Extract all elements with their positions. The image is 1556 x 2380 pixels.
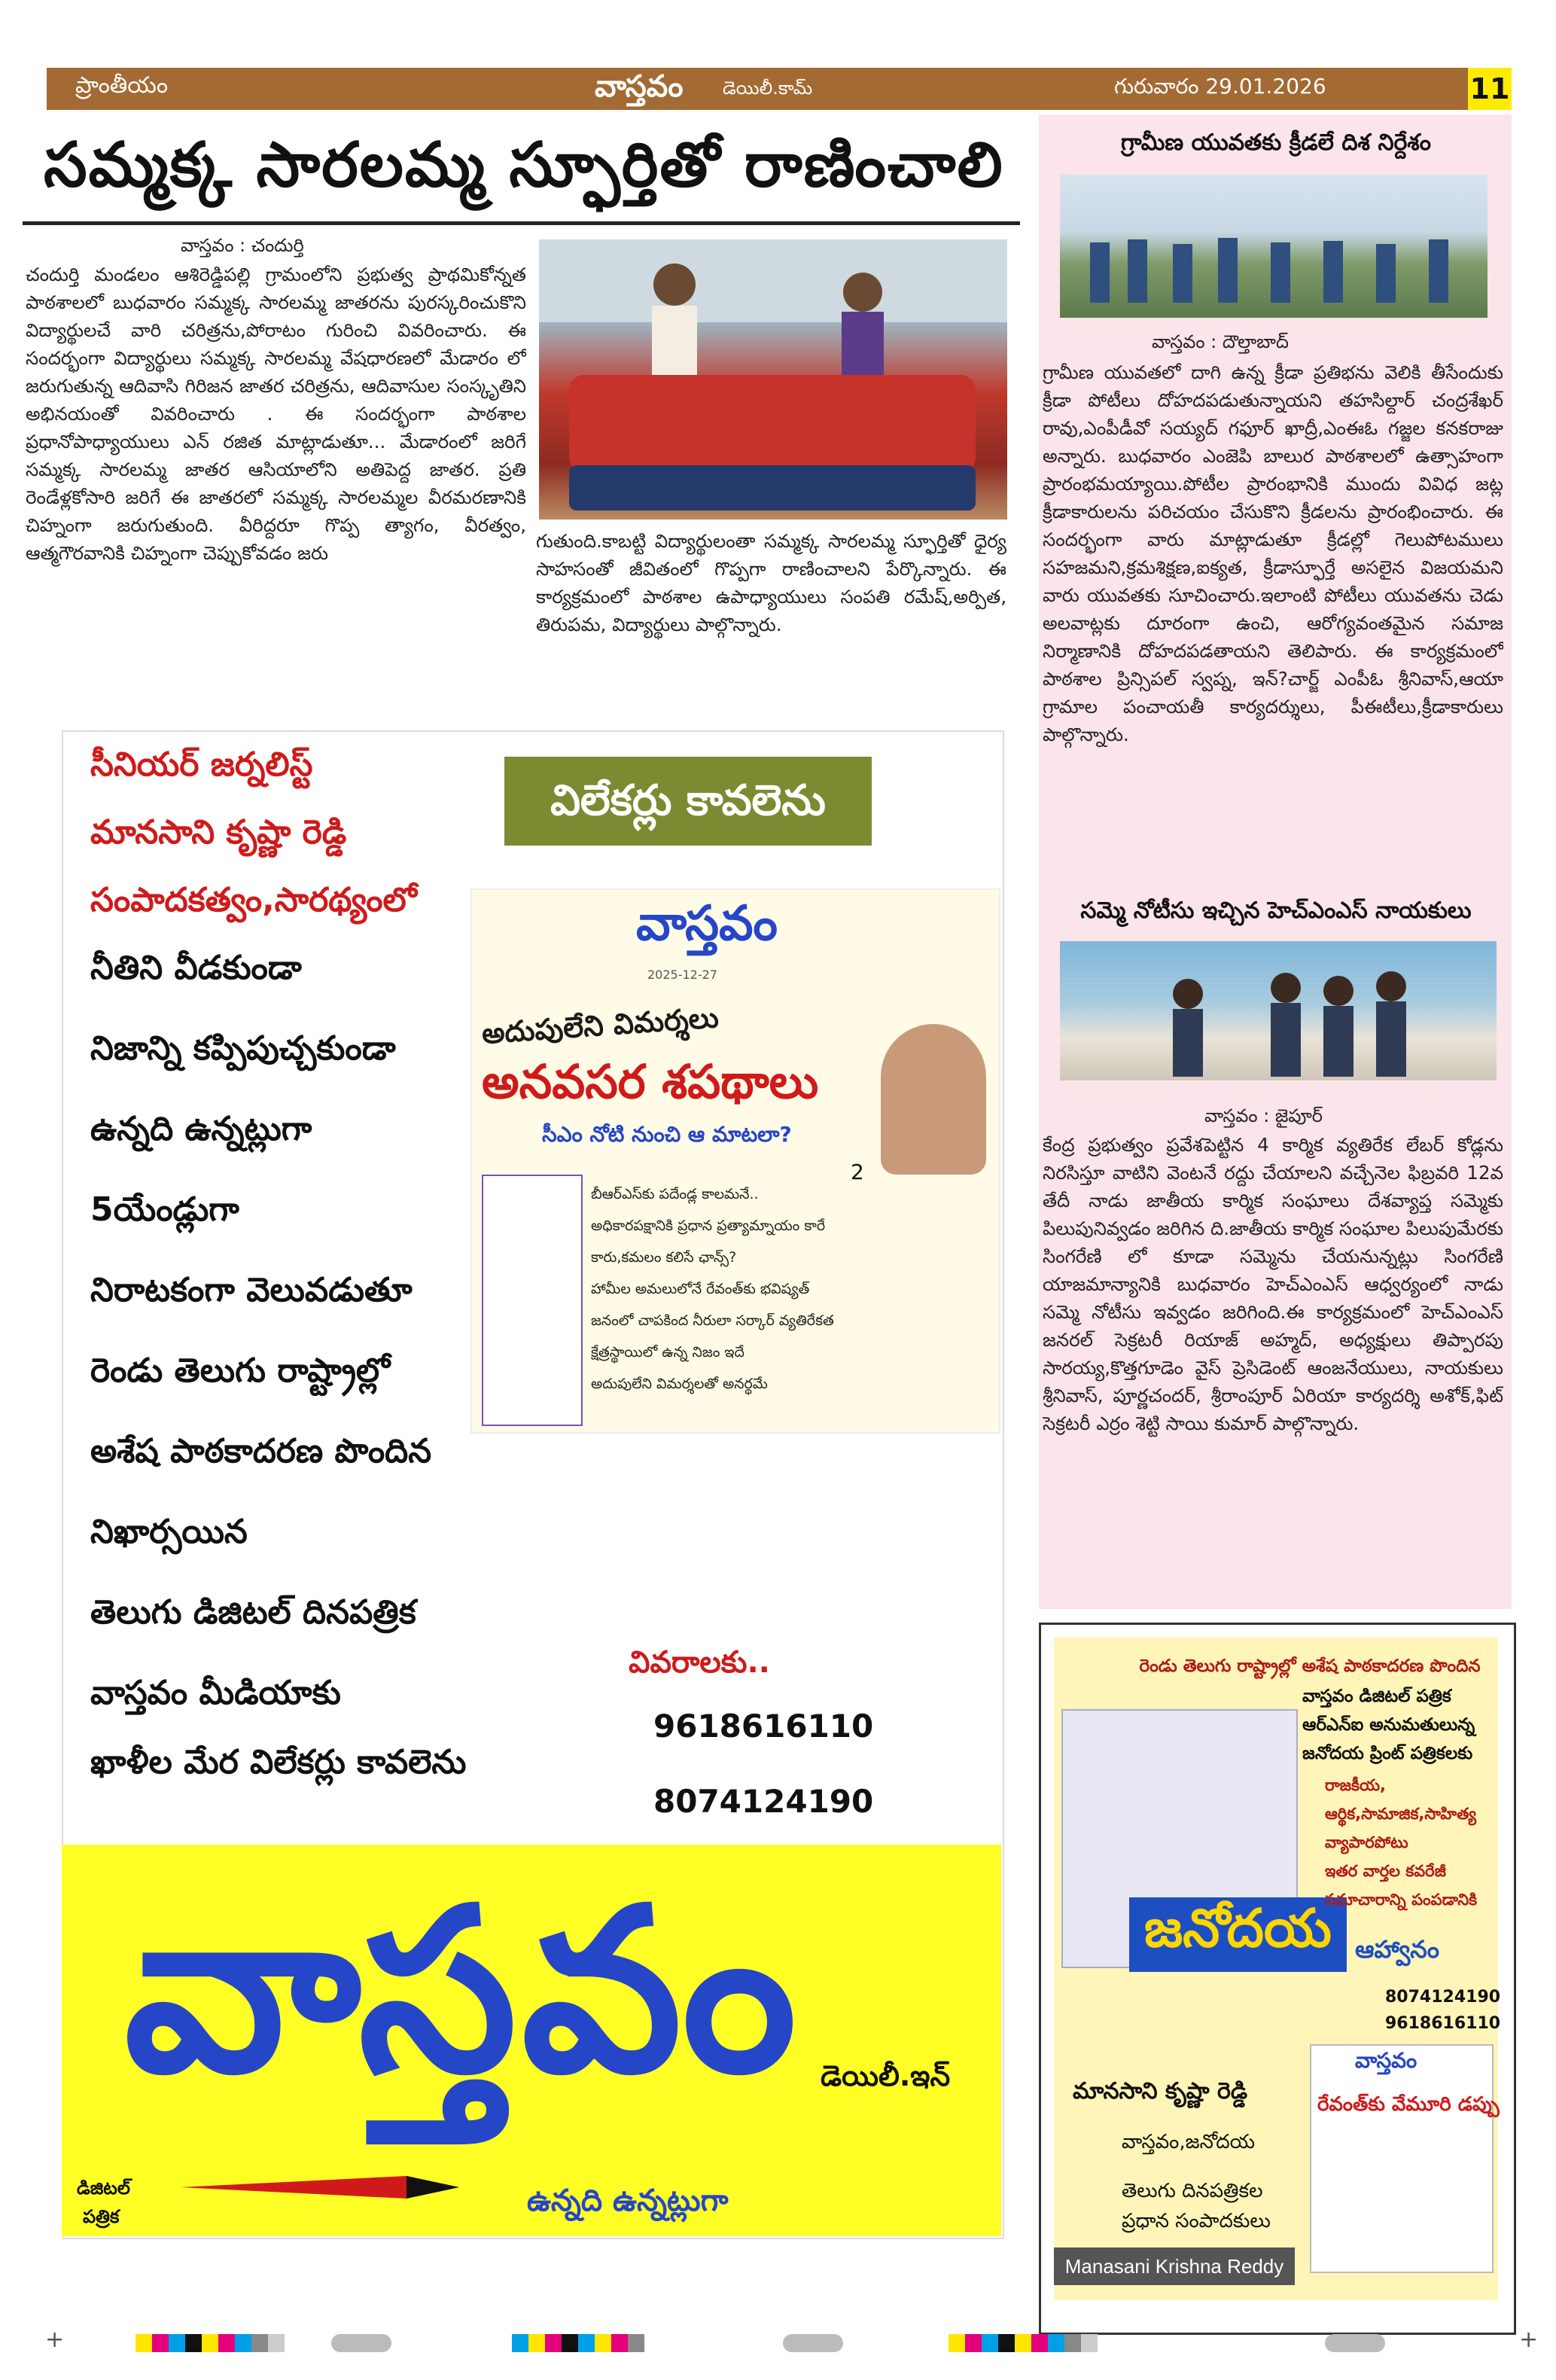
inner-brand: వాస్తవం xyxy=(636,896,778,952)
mini-newspaper-clip xyxy=(1310,2044,1494,2273)
inner-marker: 2 xyxy=(851,1160,864,1184)
editor-papers: వాస్తవం,జనోదయ xyxy=(1122,2131,1256,2153)
small-ad-line-3: ఆర్ఎన్ఐ అనుమతులున్న xyxy=(1302,1715,1475,1735)
sports-byline: వాస్తవం : దౌల్తాబాద్ xyxy=(1152,331,1289,352)
brand-tagline: ఉన్నది ఉన్నట్లుగా xyxy=(527,2183,729,2218)
main-story-text-left: చందుర్తి మండలం ఆశిరెడ్డిపల్లి గ్రామంలోని ప్రభుత్వ ప్రాథమికోన్నత పాఠశాలలో బుధవారం సమ్మక్క సారలమ్మ జాతరను పురస్కరించుకొని విద్యార్థులచే వారి చరిత్రను,పోరాటం గురించి వివరించారు. ఈ సందర్భంగా విద్యార్థులు సమ్మక్క సారలమ్మ వేషధారణలో మేడారం లో జరుగుతున్న ఆదివాసి గిరిజన జాతర చరిత్రను, ఆదివాసుల సంస్కృతిని అభినయంతో వివరించారు . ఈ సందర్భంగా పాఠశాల ప్రధానోపాధ్యాయులు ఎన్ రజిత మాట్లాడుతూ... మేడారంలో జరిగే సమ్మక్క సారలమ్మ జాతర ఆసియాలోని అతిపెద్ద జాతర. ప్రతి రెండేళ్లకోసారి జరిగే ఈ జాతరలో సమ్మక్క సారలమ్మల వీరమరణానికి చిహ్నంగా జరుగుతుంది. వీరిద్దరూ గొప్ప త్యాగం, వీరత్వం, ఆత్మగౌరవానికి చిహ్నంగా చెప్పుకోవడం జరు xyxy=(26,264,526,564)
ad-red-lines xyxy=(90,745,417,949)
ad-line: రెండు తెలుగు రాష్ట్రాల్లో xyxy=(90,1352,391,1390)
mini-brand: వాస్తవం xyxy=(1355,2048,1417,2073)
ad-line: అశేష పాఠకాదరణ పొందిన xyxy=(90,1432,432,1470)
inner-date: 2025-12-27 xyxy=(647,968,717,982)
sports-event-photo xyxy=(1060,175,1487,318)
small-ad-line-2: వాస్తవం డిజిటల్ పత్రిక xyxy=(1302,1687,1451,1706)
photo-crowd xyxy=(1060,175,1487,318)
mini-heading: రేవంత్‌కు వేమూరి డప్పు xyxy=(1317,2093,1500,2116)
strike-notice-photo xyxy=(1060,941,1497,1080)
color-bar-center xyxy=(512,2334,644,2352)
ad-line: నిరాటకంగా వెలువడుతూ xyxy=(90,1271,413,1309)
ad-line: మానసాని కృష్ణా రెడ్డి xyxy=(90,813,347,852)
school-children-photo xyxy=(539,239,1007,520)
editor-role-2: ప్రధాన సంపాదకులు xyxy=(1122,2210,1271,2232)
ad-line: 5యేండ్లుగా xyxy=(90,1190,239,1229)
crop-mark-right: + xyxy=(1519,2327,1539,2353)
strike-story-text: కేంద్ర ప్రభుత్వం ప్రవేశపెట్టిన 4 కార్మిక వ్యతిరేక లేబర్ కోడ్లను నిరసిస్తూ వాటిని వెంటనే రద్దు చేయాలని వచ్చేనెల ఫిబ్రవరి 12వ తేదీ నాడు జాతీయ కార్మిక సంఘాలు దేశవ్యాప్త సమ్మెకు పిలుపునివ్వడం జరిగిన ది.జాతీయ కార్మిక సంఘాల పిలుపుమేరకు సింగరేణి లో కూడా సమ్మెను చేయనున్నట్లు సింగరేణి యాజమాన్యానికి బుధవారం హెచ్ఎంఎస్ ఆధ్వర్యంలో నాడు సమ్మె నోటీసు ఇవ్వడం జరిగింది.ఈ కార్యక్రమంలో హెచ్ఎంఎస్ జనరల్ సెక్రటరీ రియాజ్ అహ్మద్, అధ్యక్షులు తిప్పారపు సారయ్య,కొత్తగూడెం వైస్ ప్రెసిడెంట్ ఆంజనేయులు, నాయకులు శ్రీనివాస్, పూర్ణచందర్, శ్రీరాంపూర్ ఏరియా కార్యదర్శి అశోక్,ఫిట్ సెక్రటరీ ఎర్రం శెట్టి సాయి కుమార్ పాల్గొన్నారు. xyxy=(1043,1134,1503,1434)
politician-portrait xyxy=(881,1024,986,1175)
ad-line: ఖాళీల మేర విలేకర్లు కావలెను xyxy=(90,1743,467,1781)
inner-bullet: క్షేత్రస్థాయిలో ఉన్న నిజం ఇదే xyxy=(591,1344,745,1361)
brand-suffix: డెయిలీ.ఇన్ xyxy=(821,2059,951,2092)
inner-bullet: జనంలో చాపకింద నీరులా సర్కార్ వ్యతిరేకత xyxy=(591,1312,834,1329)
inner-bullet: కారు,కమలం కలిసే ఛాన్స్? xyxy=(591,1249,737,1266)
ad-line: ఉన్నది ఉన్నట్లుగా xyxy=(90,1110,312,1148)
janodaya-logo: జనోదయ xyxy=(1129,1897,1347,1972)
inner-bullet: అధికారపక్షానికి ప్రధాన ప్రత్యామ్నాయం కారే xyxy=(591,1217,826,1234)
page-number: 11 xyxy=(1468,68,1512,110)
reg-oval-1 xyxy=(331,2334,391,2352)
photo-silhouettes xyxy=(539,239,1007,520)
ad-line: వాస్తవం మీడియాకు xyxy=(90,1674,341,1712)
inner-side-box xyxy=(482,1175,583,1426)
color-bar-right xyxy=(949,2334,1098,2352)
inner-bullet: హామీల అమలులోనే రేవంత్‌కు భవిష్యత్ xyxy=(591,1281,810,1297)
digital-label-1: డిజిటల్ xyxy=(77,2177,130,2199)
ad-line: నీతిని వీడకుండా xyxy=(90,949,302,987)
reg-oval-3 xyxy=(1325,2334,1385,2352)
color-bar-left xyxy=(136,2334,285,2352)
big-brand-logo: వాస్తవం xyxy=(124,1860,802,2122)
editor-name: మానసాని కృష్ణా రెడ్డి xyxy=(1073,2078,1248,2104)
category-item: ఆర్థిక,సామాజిక,సాహిత్య xyxy=(1325,1805,1476,1823)
section-label: ప్రాంతీయం xyxy=(75,72,169,99)
reg-oval-2 xyxy=(783,2334,843,2352)
ad-line: సంపాదకత్వం,సారథ్యంలో xyxy=(90,881,417,919)
small-ad-phone-1: 8074124190 xyxy=(1385,1988,1501,2007)
pen-nib-icon xyxy=(181,2153,467,2221)
inner-bullet: బీఆర్ఎస్‌కు పదేండ్ల కాలమనే.. xyxy=(591,1186,759,1202)
reporters-wanted-box: విలేకర్లు కావలెను xyxy=(504,757,872,846)
small-ad-line-1: రెండు తెలుగు రాష్ట్రాల్లో అశేష పాఠకాదరణ పొందిన xyxy=(1139,1656,1481,1676)
masthead-brand: వాస్తవం xyxy=(595,69,684,104)
strike-story-title: సమ్మె నోటీసు ఇచ్చిన హెచ్ఎంఎస్ నాయకులు xyxy=(1080,897,1472,924)
name-plate: Manasani Krishna Reddy xyxy=(1054,2247,1295,2285)
inner-heading-3: సీఎం నోటి నుంచి ఆ మాటలా? xyxy=(542,1122,792,1147)
small-ad-categories xyxy=(1325,1771,1477,1914)
main-byline: వాస్తవం : చందుర్తి xyxy=(181,235,304,256)
small-ad-phone-2: 9618616110 xyxy=(1385,2014,1501,2033)
contact-phone-1: 9618616110 xyxy=(653,1708,874,1745)
issue-date: గురువారం 29.01.2026 xyxy=(1114,74,1326,99)
inner-heading-1: అదుపులేని విమర్శలు xyxy=(480,1001,720,1050)
sports-story-title: గ్రామీణ యువతకు క్రీడలే దిశ నిర్దేశం xyxy=(1120,130,1432,156)
ad-line: నిఖార్సయిన xyxy=(90,1513,248,1551)
editor-role-1: తెలుగు దినపత్రికల xyxy=(1122,2180,1263,2202)
sports-story-text: గ్రామీణ యువతలో దాగి ఉన్న క్రీడా ప్రతిభను వెలికి తీసేందుకు క్రీడా పోటీలు దోహదపడుతున్నాయని తహసిల్దార్ చంద్రశేఖర్ రావు,ఎంపీడీవో సయ్యద్ గఫూర్ ఖాద్రీ,ఎంఈఓ గజ్జల కనకరాజు అన్నారు. బుధవారం ఎంజెపి బాలుర పాఠశాలలో ఉత్సాహంగా ప్రారంభమయ్యాయి.పోటీల ప్రారంభానికి ముందు వివిధ జట్ల క్రీడాకారులను పరిచయం చేసుకొని క్రీడలను ప్రారంభించారు. ఈ సందర్భంగా వారు మాట్లాడుతూ క్రీడల్లో గెలుపోటములు సహజమని,క్రమశిక్షణ,ఐక్యత, క్రీడాస్ఫూర్తే అసలైన విజయమని వారు యువతకు సూచించారు.ఇలాంటి పోటీలు యువతను చెడు అలవాట్లకు దూరంగా ఉంచి, ఆరోగ్యవంతమైన సమాజ నిర్మాణానికి దోహదపడతాయని తెలిపారు. ఈ కార్యక్రమంలో పాఠశాల ప్రిన్సిపల్ స్వప్న, ఇన్?చార్జ్ ఎంపీఓ శ్రీనివాస్,ఆయా గ్రామాల పంచాయతీ కార్యదర్శులు, పీఈటీలు,క్రీడాకారులు పాల్గొన్నారు. xyxy=(1043,361,1503,745)
small-ad-line-4: జనోదయ ప్రింట్ పత్రికలకు xyxy=(1302,1744,1473,1763)
main-story-text-right: గుతుంది.కాబట్టి విద్యార్థులంతా సమ్మక్క సారలమ్మ స్ఫూర్తితో ధైర్య సాహసంతో జీవితంలో గొప్పగా రాణించాలని పేర్కొన్నారు. ఈ కార్యక్రమంలో పాఠశాల ఉపాధ్యాయులు సంపతి రమేష్,అర్పిత, తిరుపమ, విద్యార్థులు పాల్గొన్నారు. xyxy=(536,530,1006,635)
crop-mark-left: + xyxy=(45,2327,65,2353)
digital-label-2: పత్రిక xyxy=(83,2206,120,2227)
ad-line: నిజాన్ని కప్పిపుచ్చకుండా xyxy=(90,1029,396,1068)
ad-black-lines xyxy=(90,949,467,1812)
category-item: ఇతర వార్తల కవరేజీ xyxy=(1325,1862,1446,1880)
category-item: రాజకీయ, xyxy=(1325,1776,1386,1794)
category-item: సమాచారాన్ని పంపడానికి xyxy=(1325,1891,1478,1909)
masthead-domain: డెయిలీ.కామ్ xyxy=(723,78,813,99)
ad-line: సీనియర్ జర్నలిస్ట్ xyxy=(90,745,313,784)
invite-label: ఆహ్వానం xyxy=(1355,1935,1439,1964)
inner-bullet: అదుపులేని విమర్శలతో అనర్థమే xyxy=(591,1376,768,1392)
contact-phone-2: 8074124190 xyxy=(653,1783,874,1820)
category-item: వ్యాపారపోటు xyxy=(1325,1833,1408,1851)
main-headline: సమ్మక్క సారలమ్మ స్ఫూర్తితో రాణించాలి xyxy=(44,130,1004,201)
ad-line: తెలుగు డిజిటల్ దినపత్రిక xyxy=(90,1593,416,1632)
inner-heading-2: అనవసర శపథాలు xyxy=(482,1054,819,1109)
strike-byline: వాస్తవం : జైపూర్ xyxy=(1204,1105,1323,1126)
inner-bullet-list xyxy=(591,1178,834,1400)
headline-rule xyxy=(23,221,1020,225)
contact-label: వివరాలకు.. xyxy=(629,1645,770,1680)
photo-group xyxy=(1060,941,1497,1080)
